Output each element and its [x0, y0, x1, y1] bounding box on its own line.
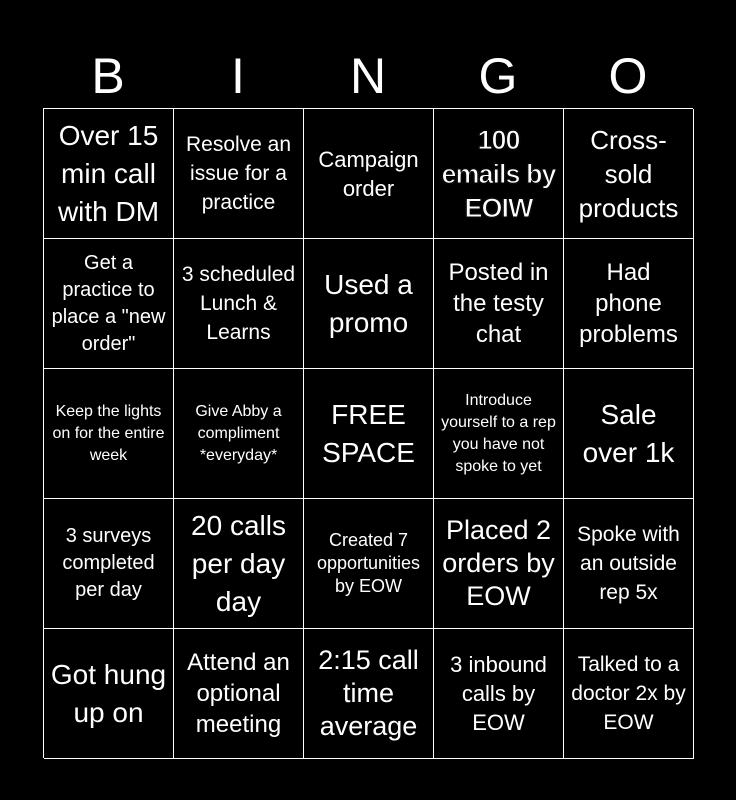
cell-text: Spoke with an outside rep 5x [577, 523, 680, 604]
cell-text: Got hung up on [50, 658, 167, 728]
bingo-cell-1[interactable] [44, 109, 174, 239]
cell-text: Placed 2 orders by EOW [442, 515, 555, 611]
bingo-cell-5[interactable] [564, 109, 694, 239]
cell-text: Sale over 1k [582, 398, 675, 468]
bingo-cell-19[interactable] [434, 499, 564, 629]
cell-text: 2:15 call time average [318, 645, 419, 741]
bingo-cell-23[interactable] [304, 629, 434, 759]
bingo-cell-11[interactable] [44, 369, 174, 499]
cell-text: Campaign order [318, 146, 419, 201]
cell-text: Give Abby a compliment *everyday* [195, 402, 282, 464]
bingo-cell-15[interactable] [564, 369, 694, 499]
cell-text: 3 surveys completed per day [62, 525, 155, 601]
header-letter-g: G [478, 48, 518, 104]
bingo-cell-24[interactable] [434, 629, 564, 759]
cell-text: 100 emails by EOIW [441, 124, 556, 223]
bingo-cell-3[interactable] [304, 109, 434, 239]
free-space-text: FREE SPACE [322, 398, 415, 468]
bingo-cell-4[interactable] [434, 109, 564, 239]
bingo-cell-14[interactable] [434, 369, 564, 499]
bingo-cell-20[interactable] [564, 499, 694, 629]
cell-text: Had phone problems [579, 259, 678, 348]
header-letter-b: B [91, 48, 125, 104]
bingo-cell-6[interactable] [44, 239, 174, 369]
bingo-header [43, 48, 693, 104]
cell-text: 3 scheduled Lunch & Learns [181, 263, 296, 344]
cell-text: Posted in the testy chat [448, 259, 549, 348]
cell-text: Introduce yourself to a rep you have not spoke to yet [441, 391, 556, 475]
bingo-cell-8[interactable] [304, 239, 434, 369]
header-letter-i: I [231, 48, 245, 104]
header-letter-o: O [608, 48, 648, 104]
bingo-cell-12[interactable] [174, 369, 304, 499]
bingo-cell-16[interactable] [44, 499, 174, 629]
cell-text: 20 calls per day day [191, 509, 286, 617]
cell-text: Get a practice to place a "new order" [51, 251, 166, 355]
cell-text: Attend an optional meeting [187, 649, 290, 738]
bingo-cell-22[interactable] [174, 629, 304, 759]
header-letter-n: N [349, 48, 387, 104]
bingo-cell-10[interactable] [564, 239, 694, 369]
cell-text: Over 15 min call with DM [57, 119, 160, 227]
cell-text: Cross-sold products [578, 124, 679, 223]
cell-text: Talked to a doctor 2x by EOW [571, 653, 686, 734]
bingo-cell-7[interactable] [174, 239, 304, 369]
cell-text: Used a promo [324, 268, 413, 338]
cell-text: Resolve an issue for a practice [185, 133, 292, 214]
bingo-cell-25[interactable] [564, 629, 694, 759]
bingo-cell-17[interactable] [174, 499, 304, 629]
cell-text: 3 inbound calls by EOW [450, 652, 547, 735]
bingo-grid [43, 108, 693, 758]
cell-text: Created 7 opportunities by EOW [316, 530, 421, 596]
bingo-cell-free[interactable] [304, 369, 434, 499]
bingo-cell-21[interactable] [44, 629, 174, 759]
cell-text: Keep the lights on for the entire week [52, 402, 165, 464]
bingo-cell-18[interactable] [304, 499, 434, 629]
bingo-cell-9[interactable] [434, 239, 564, 369]
bingo-cell-2[interactable] [174, 109, 304, 239]
